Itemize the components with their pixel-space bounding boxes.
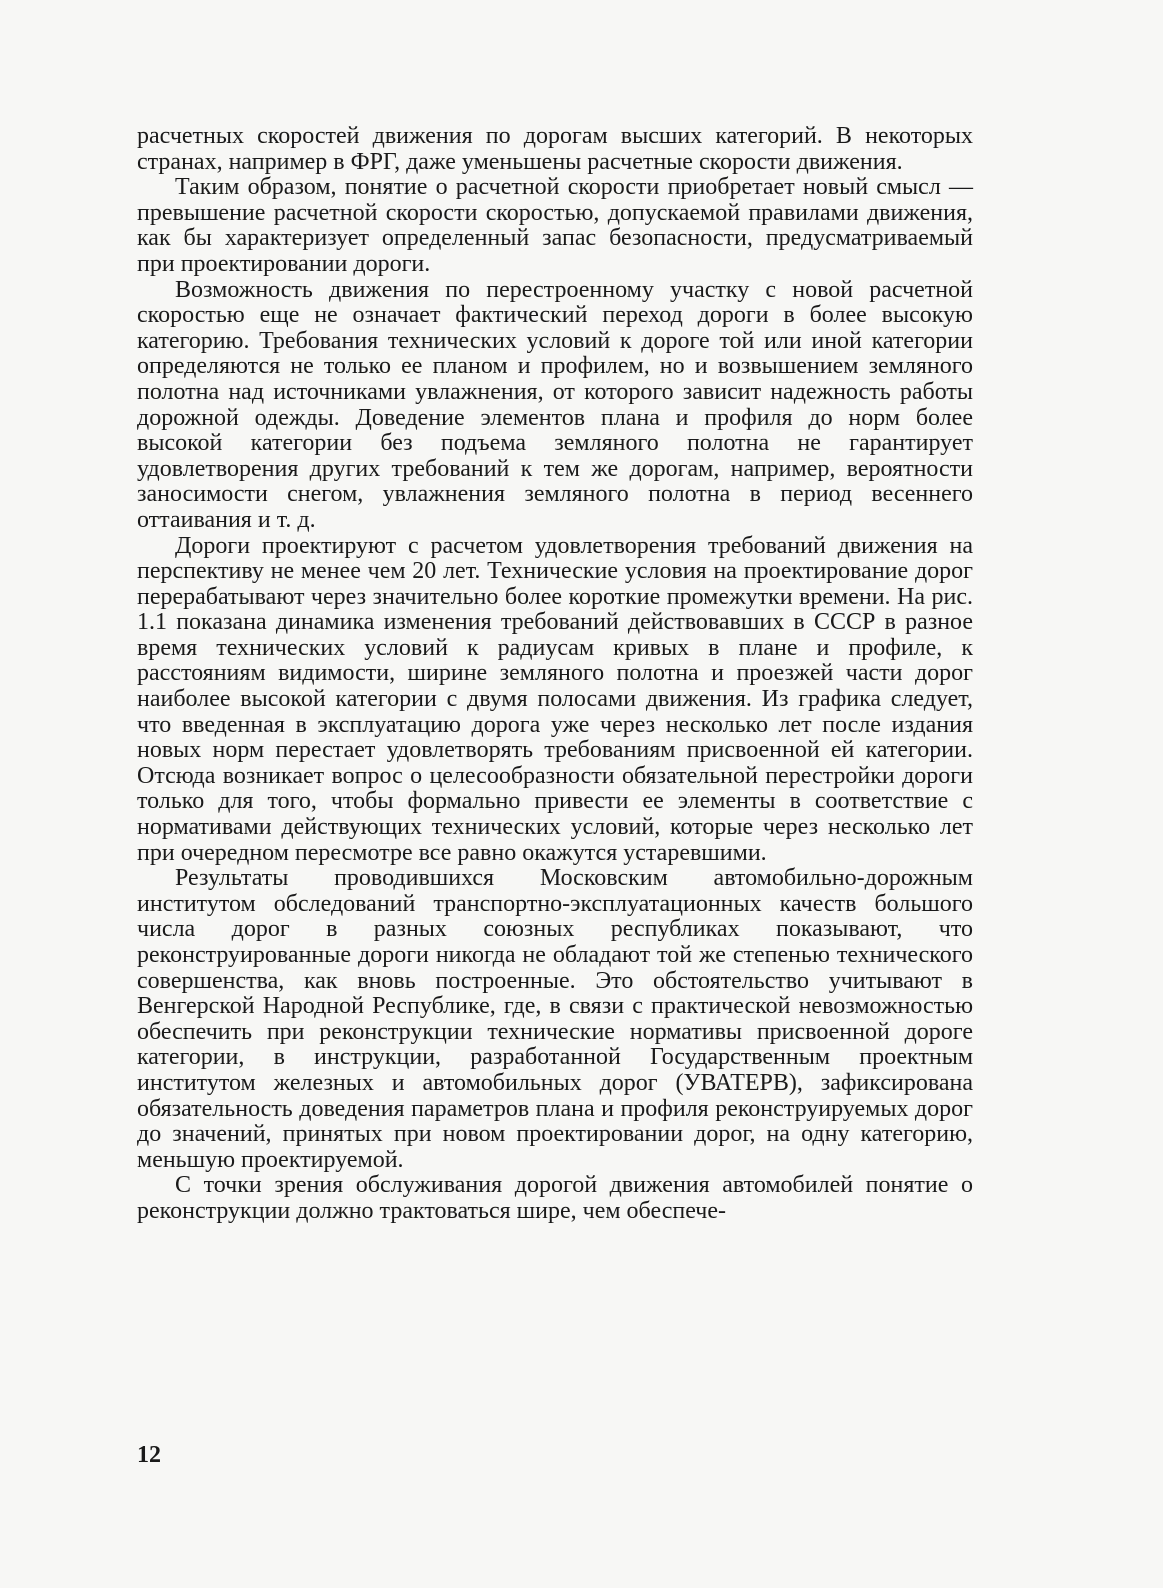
paragraph: Результаты проводившихся Московским автомобильно-дорожным институтом обследований транспортно-эксплуатационных качеств большого числа дорог в разных союзных республиках показывают, что реконструированные дороги никогда не обладают той же степенью технического совершенства, как вновь построенные. Это обстоятельство учитывают в Венгерской Народной Республике, где, в связи с практической невозможностью обеспечить при реконструкции технические нормативы присвоенной дороге категории, в инструкции, разработанной Государственным проектным институтом железных и автомобильных дорог (УВАТЕРВ), зафиксирована обязательность доведения параметров плана и профиля реконструируемых дорог до значений, принятых при новом проектировании дорог, на одну категорию, меньшую проектируемой. [137, 865, 973, 1173]
paragraph: С точки зрения обслуживания дорогой движения автомобилей понятие о реконструкции должно трактоваться шире, чем обеспече- [137, 1172, 973, 1224]
paragraph-continuation: расчетных скоростей движения по дорогам высших категорий. В некоторых странах, например в ФРГ, даже уменьшены расчетные скорости движения. [137, 123, 973, 175]
page-number: 12 [137, 1442, 161, 1468]
body-text [137, 124, 973, 1225]
paragraph: Возможность движения по перестроенному участку с новой расчетной скоростью еще не означает фактический переход дороги в более высокую категорию. Требования технических условий к дороге той или иной категории определяются не только ее планом и профилем, но и возвышением земляного полотна над источниками увлажнения, от которого зависит надежность работы дорожной одежды. Доведение элементов плана и профиля до норм более высокой категории без подъема земляного полотна не гарантирует удовлетворения других требований к тем же дорогам, например, вероятности заносимости снегом, увлажнения земляного полотна в период весеннего оттаивания и т. д. [137, 276, 973, 533]
paragraph: Таким образом, понятие о расчетной скорости приобретает новый смысл — превышение расчетной скорости скоростью, допускаемой правилами движения, как бы характеризует определенный запас безопасности, предусматриваемый при проектировании дороги. [137, 174, 973, 277]
paragraph: Дороги проектируют с расчетом удовлетворения требований движения на перспективу не менее чем 20 лет. Технические условия на проектирование дорог перерабатывают через значительно более короткие промежутки времени. На рис. 1.1 показана динамика изменения требований действовавших в СССР в разное время технических условий к радиусам кривых в плане и профиле, к расстояниям видимости, ширине земляного полотна и проезжей части дорог наиболее высокой категории с двумя полосами движения. Из графика следует, что введенная в эксплуатацию дорога уже через несколько лет после издания новых норм перестает удовлетворять требованиям присвоенной ей категории. Отсюда возникает вопрос о целесообразности обязательной перестройки дороги только для того, чтобы формально привести ее элементы в соответствие с нормативами действующих технических условий, которые через несколько лет при очередном пересмотре все равно окажутся устаревшими. [137, 532, 973, 866]
